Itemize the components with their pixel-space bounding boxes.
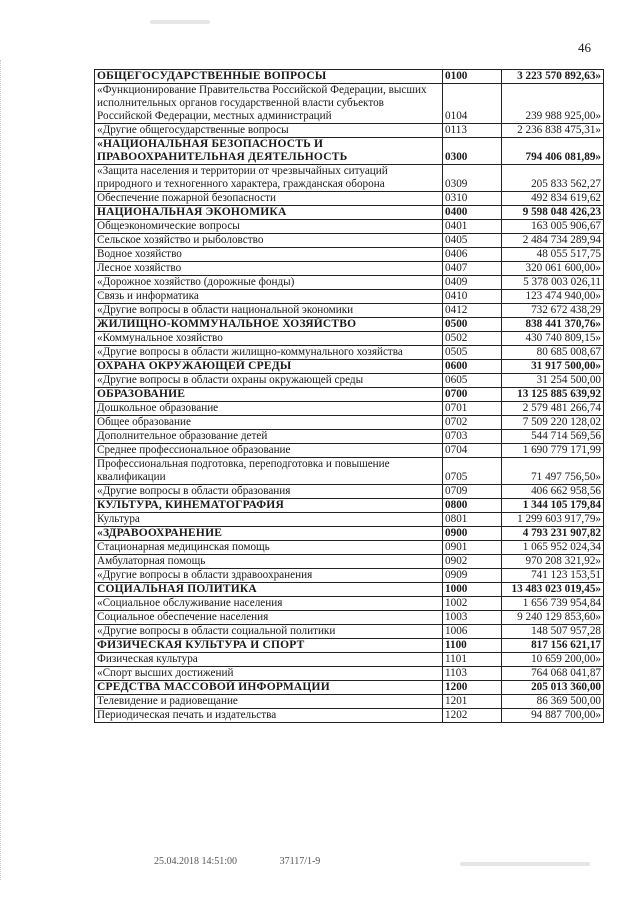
row-amount: 148 507 957,28: [502, 625, 604, 639]
row-amount: 48 055 517,75: [502, 248, 604, 262]
row-amount: 1 299 603 917,79»: [502, 513, 604, 527]
section-row: [95, 681, 604, 695]
row-code: 0409: [443, 276, 502, 290]
row-name: Общее образование: [95, 416, 443, 430]
row-name: Лесное хозяйство: [95, 262, 443, 276]
row-amount: 764 068 041,87: [502, 667, 604, 681]
row-name: Обеспечение пожарной безопасности: [95, 192, 443, 206]
row-name: «Функционирование Правительства Российской Федерации, высших исполнительных органов государственной власти субъектов Российской Федерации, местных администраций: [95, 84, 443, 124]
footer-doc-id: 37117/1-9: [279, 856, 321, 867]
budget-table-body: [95, 70, 604, 723]
row-code: 0703: [443, 430, 502, 444]
row-amount: 1 690 779 171,99: [502, 444, 604, 458]
table-row: [95, 304, 604, 318]
table-row: [95, 262, 604, 276]
row-name: Физическая культура: [95, 653, 443, 667]
row-code: 0309: [443, 165, 502, 192]
table-row: [95, 234, 604, 248]
row-code: 0405: [443, 234, 502, 248]
row-code: 0407: [443, 262, 502, 276]
table-row: [95, 485, 604, 499]
row-name: Общеэкономические вопросы: [95, 220, 443, 234]
row-name: «Другие общегосударственные вопросы: [95, 124, 443, 138]
table-row: [95, 374, 604, 388]
row-name: ЖИЛИЩНО-КОММУНАЛЬНОЕ ХОЗЯЙСТВО: [95, 318, 443, 332]
row-name: «Другие вопросы в области жилищно-коммунального хозяйства: [95, 346, 443, 360]
row-name: НАЦИОНАЛЬНАЯ ЭКОНОМИКА: [95, 206, 443, 220]
row-amount: 2 579 481 266,74: [502, 402, 604, 416]
table-row: [95, 709, 604, 723]
row-name: Связь и информатика: [95, 290, 443, 304]
row-name: СРЕДСТВА МАССОВОЙ ИНФОРМАЦИИ: [95, 681, 443, 695]
budget-table: [94, 69, 604, 723]
row-name: Профессиональная подготовка, переподготовка и повышение квалификации: [95, 458, 443, 485]
row-name: Дополнительное образование детей: [95, 430, 443, 444]
table-row: [95, 667, 604, 681]
row-code: 1200: [443, 681, 502, 695]
section-row: [95, 499, 604, 513]
table-row: [95, 416, 604, 430]
row-amount: 1 656 739 954,84: [502, 597, 604, 611]
row-amount: 13 125 885 639,92: [502, 388, 604, 402]
row-amount: 86 369 500,00: [502, 695, 604, 709]
row-code: 1201: [443, 695, 502, 709]
row-code: 1202: [443, 709, 502, 723]
row-amount: 80 685 008,67: [502, 346, 604, 360]
section-row: [95, 138, 604, 165]
row-amount: 817 156 621,17: [502, 639, 604, 653]
row-name: Социальное обеспечение населения: [95, 611, 443, 625]
table-row: [95, 220, 604, 234]
row-name: Стационарная медицинская помощь: [95, 541, 443, 555]
table-row: [95, 653, 604, 667]
row-code: 0800: [443, 499, 502, 513]
table-row: [95, 597, 604, 611]
row-name: «Спорт высших достижений: [95, 667, 443, 681]
row-amount: 5 378 003 026,11: [502, 276, 604, 290]
scan-margin: [0, 60, 7, 880]
row-code: 0300: [443, 138, 502, 165]
row-code: 0401: [443, 220, 502, 234]
row-code: 0400: [443, 206, 502, 220]
row-amount: 9 240 129 853,60»: [502, 611, 604, 625]
row-code: 0412: [443, 304, 502, 318]
row-name: Сельское хозяйство и рыболовство: [95, 234, 443, 248]
row-amount: 732 672 438,29: [502, 304, 604, 318]
row-code: 0700: [443, 388, 502, 402]
table-row: [95, 569, 604, 583]
row-code: 1000: [443, 583, 502, 597]
row-code: 0406: [443, 248, 502, 262]
row-amount: 163 005 906,67: [502, 220, 604, 234]
row-code: 0100: [443, 70, 502, 84]
row-amount: 492 834 619,62: [502, 192, 604, 206]
section-row: [95, 527, 604, 541]
row-amount: 2 236 838 475,31»: [502, 124, 604, 138]
row-amount: 205 833 562,27: [502, 165, 604, 192]
row-name: «Другие вопросы в области образования: [95, 485, 443, 499]
table-row: [95, 402, 604, 416]
row-name: КУЛЬТУРА, КИНЕМАТОГРАФИЯ: [95, 499, 443, 513]
row-amount: 320 061 600,00»: [502, 262, 604, 276]
table-row: [95, 458, 604, 485]
row-name: «Дорожное хозяйство (дорожные фонды): [95, 276, 443, 290]
row-name: Водное хозяйство: [95, 248, 443, 262]
table-row: [95, 165, 604, 192]
row-code: 0502: [443, 332, 502, 346]
table-row: [95, 695, 604, 709]
scan-artifact: [150, 20, 210, 24]
table-row: [95, 513, 604, 527]
table-row: [95, 276, 604, 290]
row-amount: 406 662 958,56: [502, 485, 604, 499]
footer-timestamp: 25.04.2018 14:51:00: [154, 856, 238, 867]
row-name: Среднее профессиональное образование: [95, 444, 443, 458]
row-amount: 205 013 360,00: [502, 681, 604, 695]
table-row: [95, 332, 604, 346]
row-name: «НАЦИОНАЛЬНАЯ БЕЗОПАСНОСТЬ И ПРАВООХРАНИТЕЛЬНАЯ ДЕЯТЕЛЬНОСТЬ: [95, 138, 443, 165]
table-row: [95, 124, 604, 138]
row-amount: 970 208 321,92»: [502, 555, 604, 569]
section-row: [95, 206, 604, 220]
row-amount: 239 988 925,00»: [502, 84, 604, 124]
row-code: 1101: [443, 653, 502, 667]
row-code: 0909: [443, 569, 502, 583]
row-name: «Защита населения и территории от чрезвычайных ситуаций природного и техногенного характера, гражданская оборона: [95, 165, 443, 192]
row-name: ОБЩЕГОСУДАРСТВЕННЫЕ ВОПРОСЫ: [95, 70, 443, 84]
row-code: 0410: [443, 290, 502, 304]
page-footer: [154, 856, 360, 867]
section-row: [95, 388, 604, 402]
row-amount: 838 441 370,76»: [502, 318, 604, 332]
row-code: 0902: [443, 555, 502, 569]
row-code: 0705: [443, 458, 502, 485]
table-row: [95, 444, 604, 458]
row-code: 0801: [443, 513, 502, 527]
row-name: «Другие вопросы в области здравоохранения: [95, 569, 443, 583]
row-amount: 9 598 048 426,23: [502, 206, 604, 220]
row-name: ОХРАНА ОКРУЖАЮЩЕЙ СРЕДЫ: [95, 360, 443, 374]
section-row: [95, 583, 604, 597]
row-code: 0310: [443, 192, 502, 206]
row-code: 1006: [443, 625, 502, 639]
row-name: «Другие вопросы в области социальной политики: [95, 625, 443, 639]
section-row: [95, 639, 604, 653]
row-amount: 71 497 756,50»: [502, 458, 604, 485]
row-amount: 4 793 231 907,82: [502, 527, 604, 541]
scan-artifact: [460, 862, 590, 866]
row-amount: 123 474 940,00»: [502, 290, 604, 304]
row-name: Дошкольное образование: [95, 402, 443, 416]
row-amount: 1 065 952 024,34: [502, 541, 604, 555]
row-code: 0901: [443, 541, 502, 555]
row-name: ФИЗИЧЕСКАЯ КУЛЬТУРА И СПОРТ: [95, 639, 443, 653]
row-name: Амбулаторная помощь: [95, 555, 443, 569]
row-amount: 3 223 570 892,63»: [502, 70, 604, 84]
row-code: 1002: [443, 597, 502, 611]
row-name: «Коммунальное хозяйство: [95, 332, 443, 346]
row-amount: 31 254 500,00: [502, 374, 604, 388]
row-amount: 544 714 569,56: [502, 430, 604, 444]
page-number: 46: [578, 40, 591, 55]
row-amount: 2 484 734 289,94: [502, 234, 604, 248]
row-amount: 7 509 220 128,02: [502, 416, 604, 430]
row-name: «Другие вопросы в области национальной экономики: [95, 304, 443, 318]
table-row: [95, 192, 604, 206]
row-code: 0702: [443, 416, 502, 430]
row-code: 1003: [443, 611, 502, 625]
row-code: 0900: [443, 527, 502, 541]
row-code: 1103: [443, 667, 502, 681]
row-code: 1100: [443, 639, 502, 653]
table-row: [95, 248, 604, 262]
row-code: 0600: [443, 360, 502, 374]
section-row: [95, 360, 604, 374]
row-amount: 1 344 105 179,84: [502, 499, 604, 513]
row-name: «Социальное обслуживание населения: [95, 597, 443, 611]
row-amount: 741 123 153,51: [502, 569, 604, 583]
row-code: 0704: [443, 444, 502, 458]
row-code: 0104: [443, 84, 502, 124]
section-row: [95, 318, 604, 332]
row-amount: 31 917 500,00»: [502, 360, 604, 374]
row-code: 0500: [443, 318, 502, 332]
table-row: [95, 84, 604, 124]
table-row: [95, 346, 604, 360]
row-amount: 794 406 081,89»: [502, 138, 604, 165]
row-name: Культура: [95, 513, 443, 527]
row-amount: 10 659 200,00»: [502, 653, 604, 667]
table-row: [95, 430, 604, 444]
row-amount: 13 483 023 019,45»: [502, 583, 604, 597]
row-name: «ЗДРАВООХРАНЕНИЕ: [95, 527, 443, 541]
row-name: СОЦИАЛЬНАЯ ПОЛИТИКА: [95, 583, 443, 597]
row-name: Телевидение и радиовещание: [95, 695, 443, 709]
row-amount: 94 887 700,00»: [502, 709, 604, 723]
table-row: [95, 541, 604, 555]
row-code: 0701: [443, 402, 502, 416]
row-amount: 430 740 809,15»: [502, 332, 604, 346]
section-row: [95, 70, 604, 84]
row-name: ОБРАЗОВАНИЕ: [95, 388, 443, 402]
table-row: [95, 625, 604, 639]
row-code: 0605: [443, 374, 502, 388]
row-name: Периодическая печать и издательства: [95, 709, 443, 723]
table-row: [95, 290, 604, 304]
row-code: 0505: [443, 346, 502, 360]
table-row: [95, 555, 604, 569]
table-row: [95, 611, 604, 625]
row-code: 0113: [443, 124, 502, 138]
row-name: «Другие вопросы в области охраны окружающей среды: [95, 374, 443, 388]
row-code: 0709: [443, 485, 502, 499]
